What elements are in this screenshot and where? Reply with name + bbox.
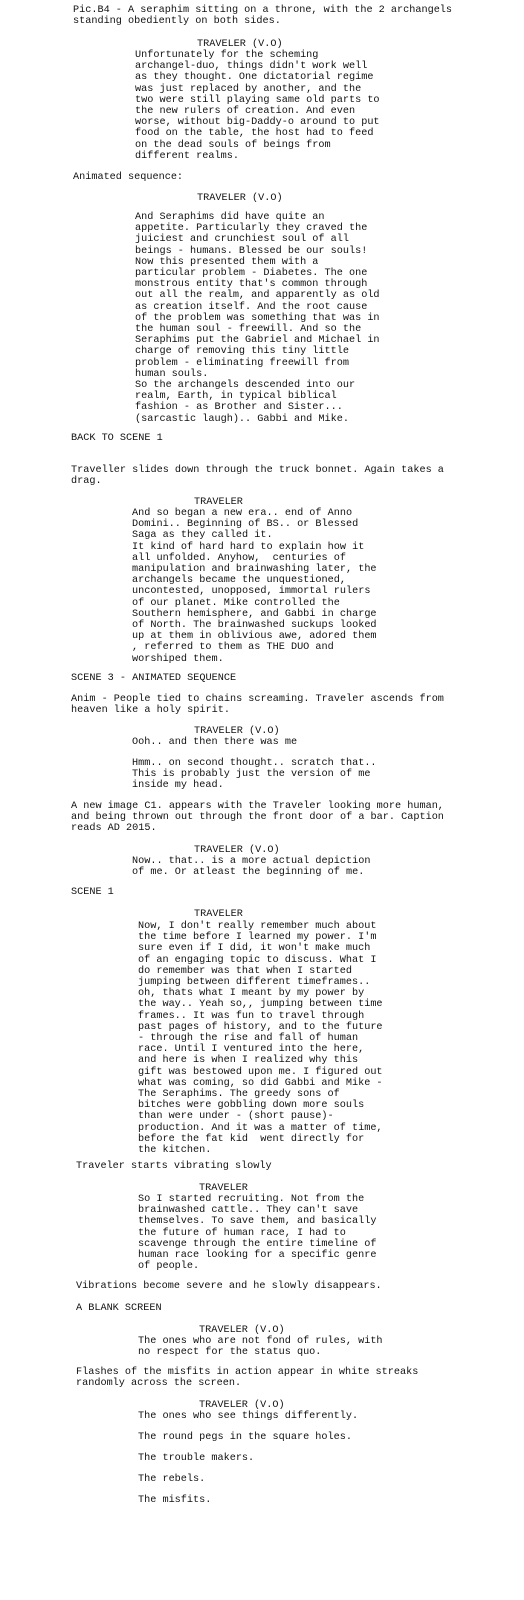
character-name: TRAVELER xyxy=(199,1183,248,1194)
character-name: TRAVELER (V.O) xyxy=(197,39,283,50)
dialogue: Hmm.. on second thought.. scratch that.. This is probably just the version of me inside my head. xyxy=(132,758,377,792)
dialogue: The misfits. xyxy=(138,1495,212,1506)
action-line: Anim - People tied to chains screaming. Traveler ascends from heaven like a holy spirit. xyxy=(71,694,444,717)
dialogue: Now.. that.. is a more actual depiction of me. Or atleast the beginning of me. xyxy=(132,856,371,879)
dialogue: The ones who are not fond of rules, with no respect for the status quo. xyxy=(138,1336,383,1359)
scene-heading: SCENE 1 xyxy=(71,887,114,898)
dialogue: The trouble makers. xyxy=(138,1453,255,1464)
action-line: Vibrations become severe and he slowly disappears. xyxy=(76,1281,382,1292)
scene-heading: A BLANK SCREEN xyxy=(76,1303,162,1314)
dialogue: The round pegs in the square holes. xyxy=(138,1432,352,1443)
character-name: TRAVELER xyxy=(194,497,243,508)
dialogue: The ones who see things differently. xyxy=(138,1411,359,1422)
action-line: Pic.B4 - A seraphim sitting on a throne, with the 2 archangels standing obediently on both sides. xyxy=(73,5,453,28)
dialogue: Ooh.. and then there was me xyxy=(132,737,298,748)
dialogue: And so began a new era.. end of Anno Domini.. Beginning of BS.. or Blessed Saga as they called it. It kind of hard hard to explain how it all unfolded. Anyhow, centuries of manipulation and brainwashing later, the archangels became the unquestioned, uncontested, unopposed, immortal rulers of our planet. Mike controlled the Southern hemisphere, and Gabbi in charge of North. The brainwashed suckups looked up at them in oblivious awe, adored them , referred to them as THE DUO and worshiped them. xyxy=(132,508,377,665)
action-line: Traveler starts vibrating slowly xyxy=(76,1161,272,1172)
action-line: Flashes of the misfits in action appear in white streaks randomly across the screen. xyxy=(76,1367,419,1390)
action-line: Traveller slides down through the truck bonnet. Again takes a drag. xyxy=(71,465,444,488)
action-line: Animated sequence: xyxy=(73,172,184,183)
character-name: TRAVELER (V.O) xyxy=(194,726,280,737)
scene-heading: SCENE 3 - ANIMATED SEQUENCE xyxy=(71,673,237,684)
character-name: TRAVELER (V.O) xyxy=(194,845,280,856)
dialogue: Unfortunately for the scheming archangel-duo, things didn't work well as they thought. One dictatorial regime was just replaced by another, and the two were still playing same old parts to the new rulers of creation. And even worse, without big-Daddy-o around to put food on the table, the host had to feed on the dead souls of beings from different realms. xyxy=(135,50,380,162)
character-name: TRAVELER (V.O) xyxy=(197,193,283,204)
dialogue: The rebels. xyxy=(138,1474,206,1485)
action-line: A new image C1. appears with the Traveler looking more human, and being thrown out through the front door of a bar. Caption reads AD 2015. xyxy=(71,801,444,835)
character-name: TRAVELER (V.O) xyxy=(199,1325,285,1336)
dialogue: So I started recruiting. Not from the brainwashed cattle.. They can't save themselves. To save them, and basically the future of human race, I had to scavenge through the entire timeline of human race looking for a specific genre of people. xyxy=(138,1194,377,1273)
character-name: TRAVELER (V.O) xyxy=(199,1400,285,1411)
scene-heading: BACK TO SCENE 1 xyxy=(71,433,163,444)
character-name: TRAVELER xyxy=(194,909,243,920)
dialogue: And Seraphims did have quite an appetite. Particularly they craved the juiciest and crunchiest soul of all beings - humans. Blessed be our souls! Now this presented them with a particular problem - Diabetes. The one monstrous entity that's common through out all the realm, and apparently as old as creation itself. And the root cause of the problem was something that was in the human soul - freewill. And so the Seraphims put the Gabriel and Michael in charge of removing this tiny little problem - eliminating freewill from human souls. So the archangels descended into our realm, Earth, in typical biblical fashion - as Brother and Sister... (sarcastic laugh).. Gabbi and Mike. xyxy=(135,212,380,425)
dialogue: Now, I don't really remember much about the time before I learned my power. I'm sure even if I did, it won't make much of an engaging topic to discuss. What I do remember was that when I started jumping between different timeframes.. oh, thats what I meant by my power by the way.. Yeah so,, jumping between time frames.. It was fun to travel through past pages of history, and to the future - through the rise and fall of human race. Until I ventured into the here, and here is when I realized why this gift was bestowed upon me. I figured out what was coming, so did Gabbi and Mike - The Seraphims. The greedy sons of bitches were gobbling down more souls than were under - (short pause)- production. And it was a matter of time, before the fat kid went directly for the kitchen. xyxy=(138,921,383,1157)
